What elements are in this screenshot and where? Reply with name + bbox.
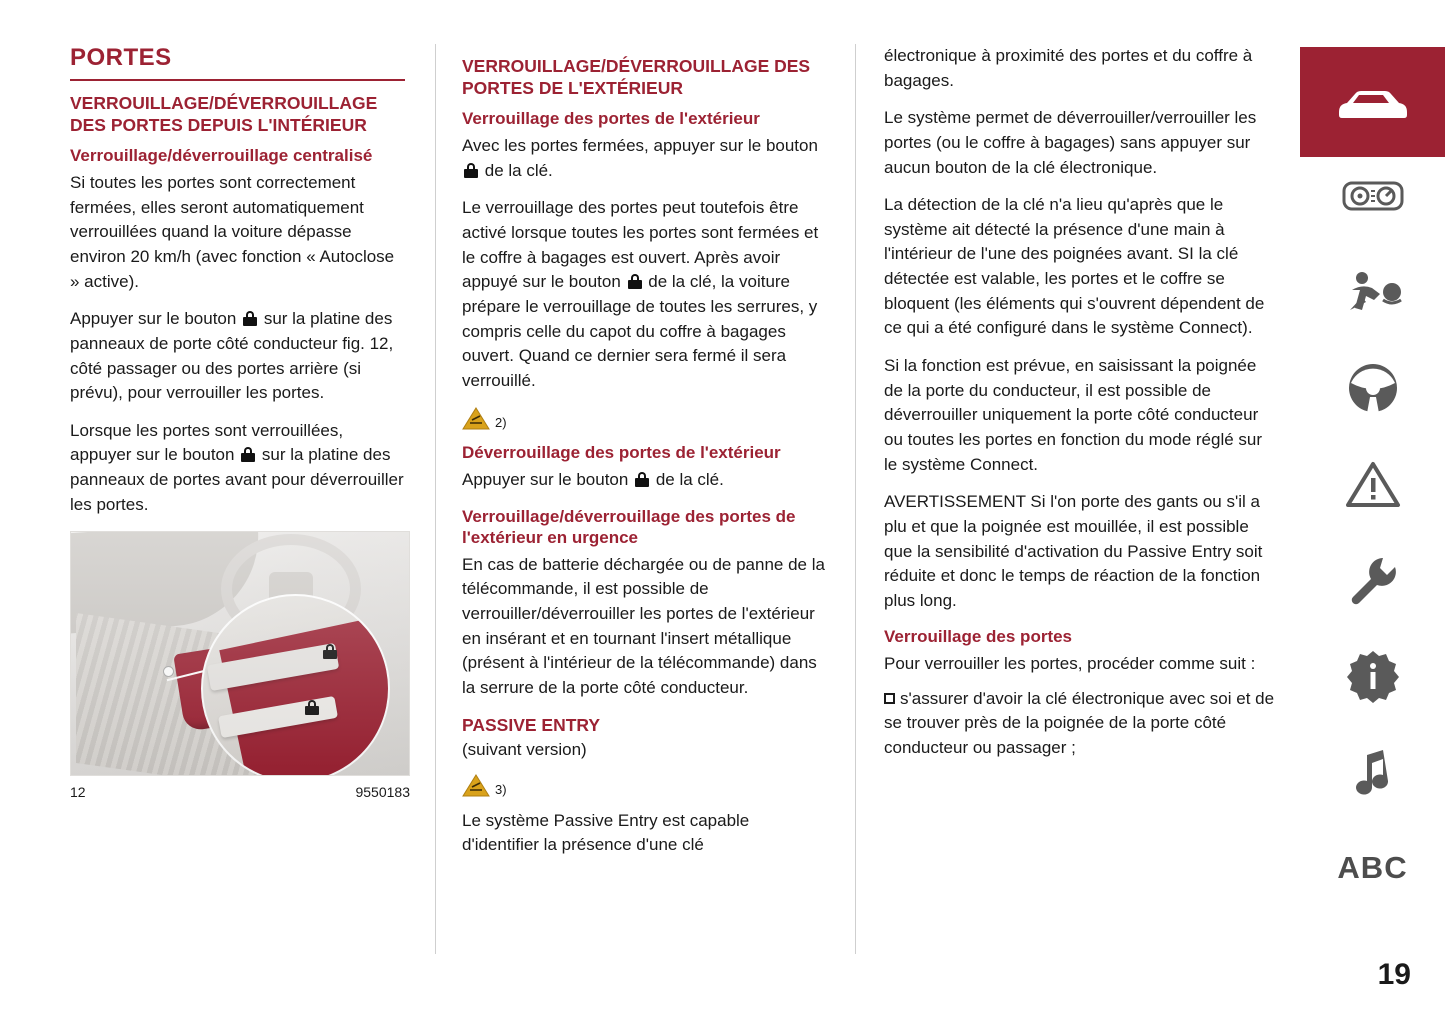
heading-passive-entry: PASSIVE ENTRY — [462, 714, 601, 735]
page-columns — [70, 44, 1275, 954]
paragraph-locking-procedure: Pour verrouiller les portes, procéder comme suit : — [884, 654, 1256, 674]
lock-icon — [628, 274, 642, 289]
paragraph-lock-button-text-a: Appuyer sur le bouton — [70, 309, 237, 329]
square-bullet-icon — [884, 693, 895, 704]
paragraph-electronic-key-proximity: électronique à proximité des portes et du coffre à bagages. — [884, 46, 1253, 90]
paragraph-key-detection: La détection de la clé n'a lieu qu'après que le système ait détecté la présence d'une main à l'intérieur de l'une des poignées avant. SI la clé détectée est valable, les portes et le coffre se bloquent (les éléments qui s'ouvrent dépendent de ce qui a été configuré dans le système Connect). — [884, 195, 1265, 338]
paragraph-boot-open-text-b: de la clé, la voiture prépare le verrouillage de toutes les serrures, y compris celle du capot du coffre à bagages ouvert. Quand ce dernier sera fermé il sera verrouillé. — [462, 272, 818, 390]
sidebar-icon-list — [1300, 170, 1445, 894]
paragraph-version-note: (suivant version) — [462, 739, 587, 759]
column-3 — [855, 44, 1275, 954]
column-2 — [435, 44, 855, 954]
figure-detail-callout — [201, 594, 390, 776]
lock-icon — [464, 163, 478, 178]
car-icon — [1335, 82, 1411, 122]
music-note-icon — [1353, 748, 1393, 796]
warning-triangle-icon — [462, 773, 490, 797]
paragraph-boot-open-lock — [462, 196, 827, 393]
paragraph-doors-closed-text-a: Avec les portes fermées, appuyer sur le bouton — [462, 136, 818, 156]
page-title: PORTES — [70, 44, 405, 81]
paragraph-system-allows: Le système permet de déverrouiller/verrouiller les portes (ou le coffre à bagages) sans appuyer sur aucun bouton de la clé électronique. — [884, 108, 1257, 177]
wrench-icon — [1347, 554, 1399, 606]
dashboard-icon — [1342, 179, 1404, 213]
paragraph-unlock-outside-text-a: Appuyer sur le bouton — [462, 470, 629, 489]
warning-reference-2 — [462, 406, 827, 430]
paragraph-unlock-button-text-b: sur la platine des panneaux de portes avant pour déverrouiller les portes. — [70, 445, 404, 514]
sidebar-item-multimedia[interactable] — [1342, 746, 1404, 798]
info-gear-icon — [1346, 649, 1400, 703]
paragraph-passive-entry-intro: Le système Passive Entry est capable d'identifier la présence d'une clé — [462, 810, 750, 855]
abc-icon: ABC — [1337, 850, 1408, 885]
figure-caption-row — [70, 784, 410, 800]
sidebar-item-technical-data[interactable] — [1342, 650, 1404, 702]
unlock-icon — [305, 700, 319, 715]
figure-number: 12 — [70, 784, 86, 801]
sidebar-item-airbag-safety[interactable] — [1342, 266, 1404, 318]
warning-reference-3 — [462, 773, 827, 797]
paragraph-lock-button — [70, 307, 405, 406]
paragraph-driver-handle-function: Si la fonction est prévue, en saisissant la poignée de la porte du conducteur, il est possible de déverrouiller uniquement la porte côté conducteur ou toutes les portes en fonction du mode réglé sur le système Connect. — [884, 356, 1263, 474]
warning-note-number: 3) — [495, 781, 507, 797]
lock-icon — [243, 311, 257, 326]
sidebar-item-abc[interactable] — [1337, 842, 1408, 894]
unlock-icon — [241, 447, 255, 462]
paragraph-emergency-lock: En cas de batterie déchargée ou de panne de la télécommande, il est possible de verrouiller/déverrouiller les portes de l'extérieur en insérant et en tournant l'insert métallique (présent à l'intérieur de la télécommande) dans la serrure de la porte côté conducteur. — [462, 554, 825, 697]
list-item-have-key — [884, 687, 1275, 761]
sidebar-item-dashboard[interactable] — [1342, 170, 1404, 222]
figure-12 — [70, 531, 410, 800]
paragraph-doors-closed-press — [462, 134, 827, 183]
list-item-have-key-text: s'assurer d'avoir la clé électronique avec soi et de se trouver près de la poignée de la porte côté conducteur ou passager ; — [884, 688, 1275, 757]
unlock-icon — [635, 472, 649, 487]
sidebar-item-emergency[interactable] — [1342, 458, 1404, 510]
airbag-icon — [1342, 270, 1404, 314]
column-1 — [70, 44, 435, 954]
page-number: 19 — [1377, 958, 1411, 991]
paragraph-unlock-outside-text-b: de la clé. — [655, 470, 724, 489]
paragraph-autoclose: Si toutes les portes sont correctement fermées, elles seront automatiquement verrouillées quand la voiture dépasse environ 20 km/h (avec fonction « Autoclose » active). — [70, 173, 395, 291]
subheading-lock-outside: Verrouillage des portes de l'extérieur — [462, 109, 760, 129]
warning-triangle-icon — [1345, 460, 1401, 508]
paragraph-doors-closed-text-b: de la clé. — [484, 160, 553, 180]
heading-lock-unlock-outside: VERROUILLAGE/DÉVERROUILLAGE DES PORTES DE L'EXTÉRIEUR — [462, 56, 811, 99]
sidebar-item-car[interactable] — [1300, 47, 1445, 157]
paragraph-warning-gloves: AVERTISSEMENT Si l'on porte des gants ou s'il a plu et que la poignée est mouillée, il est possible que la sensibilité d'activation du Passive Entry soit réduite et donc le temps de réaction de la fonction plus long. — [884, 492, 1263, 610]
warning-note-number: 2) — [495, 415, 507, 431]
sidebar-item-maintenance[interactable] — [1342, 554, 1404, 606]
subheading-central-locking: Verrouillage/déverrouillage centralisé — [70, 146, 373, 166]
figure-image-door-panel — [70, 531, 410, 776]
lock-icon — [323, 644, 337, 659]
figure-code: 9550183 — [355, 784, 410, 801]
paragraph-unlock-button-text-a: Lorsque les portes sont verrouillées, appuyer sur le bouton — [70, 420, 344, 465]
sidebar-icon-rail — [1300, 0, 1445, 1018]
steering-wheel-icon — [1346, 361, 1400, 415]
paragraph-unlock-outside — [462, 468, 827, 493]
subheading-door-locking: Verrouillage des portes — [884, 627, 1073, 647]
paragraph-unlock-button — [70, 419, 405, 518]
heading-lock-unlock-inside: VERROUILLAGE/DÉVERROUILLAGE DES PORTES DEPUIS L'INTÉRIEUR — [70, 93, 378, 136]
subheading-unlock-outside: Déverrouillage des portes de l'extérieur — [462, 443, 781, 463]
subheading-emergency-lock-unlock: Verrouillage/déverrouillage des portes de l'extérieur en urgence — [462, 506, 796, 548]
sidebar-item-driving[interactable] — [1342, 362, 1404, 414]
paragraph-boot-open-text-a: Le verrouillage des portes peut toutefois être activé lorsque toutes les portes sont fermées et le coffre à bagages est ouvert. Après avoir appuyé sur le bouton — [462, 198, 819, 292]
warning-triangle-icon — [462, 406, 490, 430]
paragraph-lock-button-text-b: sur la platine des panneaux de porte côté conducteur fig. 12, côté passager ou des portes arrière (si prévu), pour verrouiller les portes. — [70, 309, 394, 403]
